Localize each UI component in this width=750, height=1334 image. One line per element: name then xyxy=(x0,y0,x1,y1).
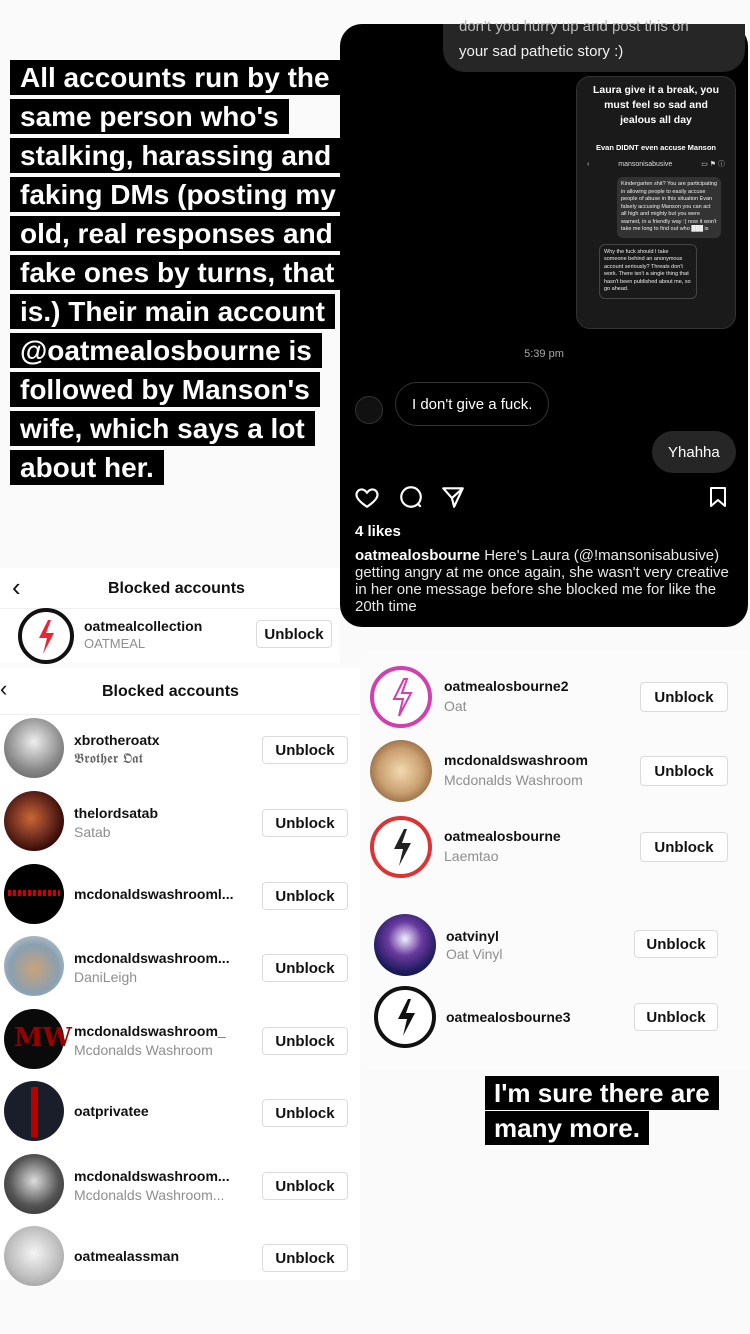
list-item xyxy=(0,1009,360,1073)
dm-screenshot xyxy=(340,18,748,627)
unblock-button[interactable]: Unblock xyxy=(634,1003,718,1031)
overlay-caption-main xyxy=(10,58,340,487)
avatar[interactable] xyxy=(4,1226,64,1286)
message-top-cut: don't you hurry up and post this on xyxy=(459,18,689,35)
list-item xyxy=(0,1154,360,1218)
list-item xyxy=(362,816,750,880)
display-name: Mcdonalds Washroom... xyxy=(74,1187,225,1203)
shared-message-1: Kindergarten shit? You are participating in allowing people to easily accuse people of abuse in this situation Evan falsely accusing Manson you can act all high and mighty but you were warned, in a friendly way :) now it won't take me long to find out who ███ is xyxy=(617,177,721,238)
blocked-panel-small xyxy=(0,568,340,663)
shared-screenshot xyxy=(576,76,736,329)
username[interactable]: oatmealosbourne2 xyxy=(444,678,569,694)
display-name: Laemtao xyxy=(444,848,499,864)
video-icon: ▭ ⚑ ⓘ xyxy=(701,161,725,168)
avatar[interactable] xyxy=(4,791,64,851)
avatar[interactable]: MW xyxy=(4,1009,64,1069)
message-top-text: your sad pathetic story :) xyxy=(459,43,624,60)
back-arrow-icon[interactable]: ‹ xyxy=(0,676,8,701)
display-name: Mcdonalds Washroom xyxy=(444,772,583,788)
avatar[interactable] xyxy=(374,986,436,1048)
list-item xyxy=(0,864,360,928)
username[interactable]: oatmealcollection xyxy=(84,618,203,634)
display-name: OATMEAL xyxy=(84,636,146,651)
shared-line1: Laura give it a break, you must feel so sad and jealous all day xyxy=(592,84,720,126)
unblock-button[interactable]: Unblock xyxy=(262,1099,348,1127)
list-item xyxy=(362,740,750,804)
divider xyxy=(0,714,360,715)
post-actions xyxy=(354,484,734,510)
message-sent: Yhahha xyxy=(652,431,736,473)
unblock-button[interactable]: Unblock xyxy=(262,809,348,837)
username[interactable]: oatvinyl xyxy=(446,928,499,944)
display-name: Oat xyxy=(444,698,467,714)
username[interactable]: mcdonaldswashroom... xyxy=(74,950,230,966)
back-icon: ‹ xyxy=(587,160,590,168)
unblock-button[interactable]: Unblock xyxy=(640,756,728,786)
unblock-button[interactable]: Unblock xyxy=(262,1172,348,1200)
list-item xyxy=(0,791,360,855)
unblock-button[interactable]: Unblock xyxy=(256,620,332,648)
blocked-panel-right xyxy=(362,650,750,1070)
username[interactable]: oatprivatee xyxy=(74,1103,149,1119)
list-item xyxy=(362,666,750,730)
username[interactable]: xbrotheroatx xyxy=(74,732,160,748)
avatar[interactable] xyxy=(4,1154,64,1214)
list-item xyxy=(0,718,360,782)
display-name: 𝕭𝖗𝖔𝖙𝖍𝖊𝖗 𝕺𝖆𝖙 xyxy=(74,751,143,767)
display-name: Satab xyxy=(74,824,111,840)
username[interactable]: oatmealosbourne xyxy=(444,828,561,844)
avatar[interactable] xyxy=(4,1081,64,1141)
unblock-button[interactable]: Unblock xyxy=(262,954,348,982)
blocked-panel-left xyxy=(0,668,360,1280)
username[interactable]: mcdonaldswashroom_ xyxy=(74,1023,226,1039)
unblock-button[interactable]: Unblock xyxy=(262,1244,348,1272)
unblock-button[interactable]: Unblock xyxy=(640,682,728,712)
username[interactable]: mcdonaldswashrooml... xyxy=(74,886,234,902)
avatar[interactable] xyxy=(374,914,436,976)
unblock-button[interactable]: Unblock xyxy=(640,832,728,862)
avatar[interactable] xyxy=(370,816,432,878)
post-caption xyxy=(355,547,739,615)
unblock-button[interactable]: Unblock xyxy=(634,930,718,958)
avatar[interactable] xyxy=(370,666,432,728)
unblock-button[interactable]: Unblock xyxy=(262,1027,348,1055)
comment-icon[interactable] xyxy=(398,484,424,516)
bookmark-icon[interactable] xyxy=(706,484,730,516)
timestamp: 5:39 pm xyxy=(524,348,564,360)
overlay-caption-bottom xyxy=(485,1076,730,1146)
message-received: I don't give a fuck. xyxy=(395,382,549,426)
list-item xyxy=(362,986,750,1050)
panel-title: Blocked accounts xyxy=(108,580,245,597)
share-icon[interactable] xyxy=(440,484,466,516)
username[interactable]: thelordsatab xyxy=(74,805,159,821)
shared-username: mansonisabusive xyxy=(618,160,673,168)
list-item xyxy=(362,914,750,978)
avatar[interactable] xyxy=(4,936,64,996)
username[interactable]: oatmealosbourne3 xyxy=(446,1009,571,1025)
display-name: DaniLeigh xyxy=(74,969,138,985)
caption-username[interactable]: oatmealosbourne xyxy=(355,547,481,564)
list-item xyxy=(0,1081,360,1145)
username[interactable]: oatmealassman xyxy=(74,1248,180,1264)
shared-line2: Evan DIDNT even accuse Manson xyxy=(595,143,717,152)
display-name: Oat Vinyl xyxy=(446,946,503,962)
caption-text: Here's Laura (@!mansonisabusive) getting angry at me once again, she wasn't very creative in her one message before she blocked me for like the 20th time xyxy=(355,547,729,615)
avatar[interactable] xyxy=(4,718,64,778)
message-top xyxy=(443,18,745,72)
shared-header xyxy=(585,159,727,169)
username[interactable]: mcdonaldswashroom xyxy=(444,752,588,768)
username[interactable]: mcdonaldswashroom... xyxy=(74,1168,230,1184)
unblock-button[interactable]: Unblock xyxy=(262,882,348,910)
unblock-button[interactable]: Unblock xyxy=(262,736,348,764)
heart-icon[interactable] xyxy=(354,484,380,516)
avatar[interactable] xyxy=(4,864,64,924)
back-arrow-icon[interactable]: ‹ xyxy=(12,572,21,602)
sender-avatar xyxy=(355,396,383,424)
display-name: Mcdonalds Washroom xyxy=(74,1042,213,1058)
overlay-bottom-text: I'm sure there are many more. xyxy=(485,1076,719,1145)
panel-title: Blocked accounts xyxy=(102,683,239,700)
list-item xyxy=(0,936,360,1000)
avatar[interactable] xyxy=(370,740,432,802)
shared-message-2: Why the fuck should I take someone behind an anonymous account seriously? Threats don't work. There isn't a single thing that hasn't been published about me, so go ahead. xyxy=(599,244,697,299)
avatar[interactable] xyxy=(18,608,74,664)
list-item xyxy=(0,1226,360,1280)
overlay-main-text: All accounts run by the same person who's stalking, harassing and faking DMs (posting my old, real responses and fake ones by turns, that is.) Their main account @oatmealosbourne is followed by Manson's wife, which says a lot about her. xyxy=(10,60,346,485)
likes-count[interactable]: 4 likes xyxy=(355,523,401,540)
